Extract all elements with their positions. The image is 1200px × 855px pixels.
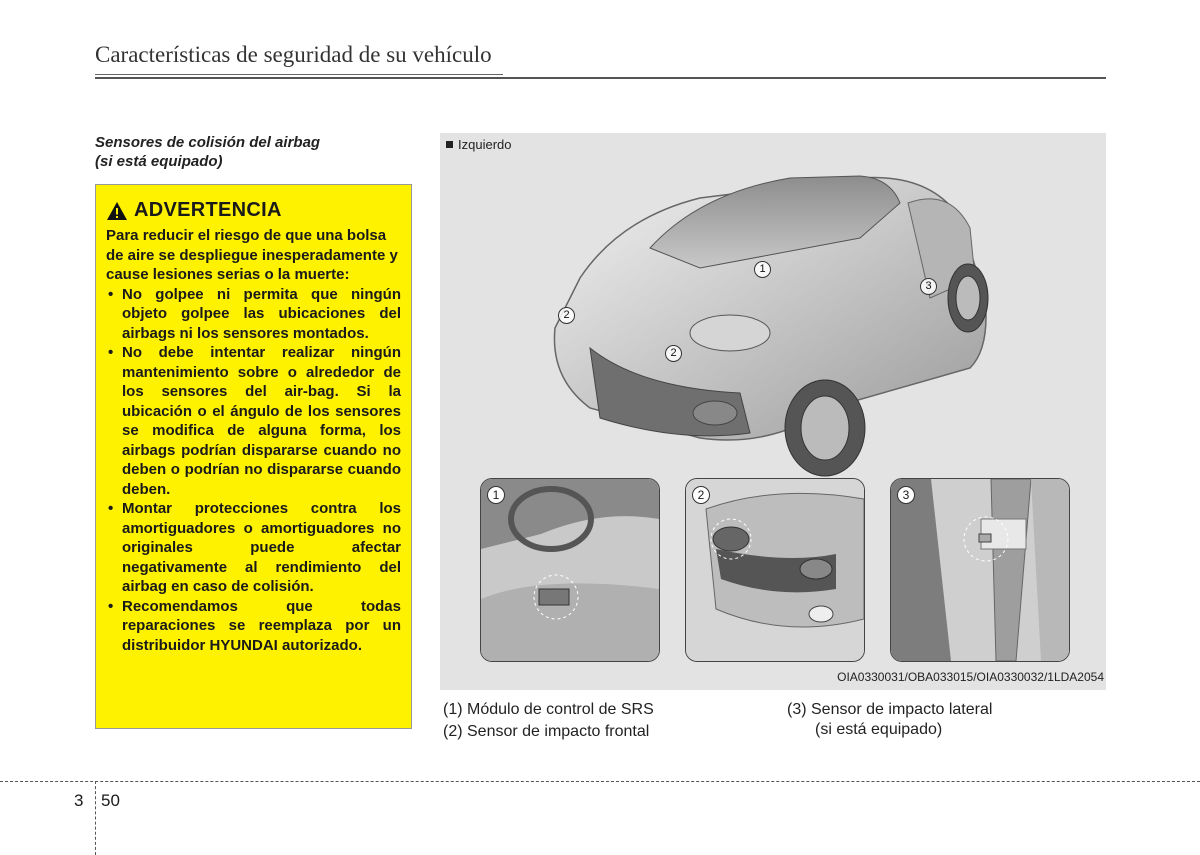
warning-heading-text: ADVERTENCIA <box>134 199 282 221</box>
warning-item: • Montar protecciones contra los amortiguadores o amortiguadores no originales puede afectar negativamente al rendimiento del airbag en caso de colisión. <box>106 499 401 597</box>
warning-triangle-icon <box>106 201 128 221</box>
section-title <box>95 133 425 171</box>
section-title-line1: Sensores de colisión del airbag <box>95 134 321 151</box>
figure-code: OIA0330031/OBA033015/OIA0330032/1LDA2054 <box>837 670 1104 684</box>
caption-3-line2: (si está equipado) <box>815 721 943 738</box>
inset-3-pillar <box>890 478 1070 662</box>
header-rule-thick <box>95 77 1106 79</box>
page-header-title: Características de seguridad de su vehículo <box>95 42 492 67</box>
warning-heading <box>106 199 401 222</box>
caption-1: (1) Módulo de control de SRS <box>443 701 654 718</box>
square-bullet-icon <box>446 141 453 148</box>
inset-3-number: 3 <box>897 486 915 504</box>
footer-vertical-rule <box>95 781 96 855</box>
sensor-figure <box>440 133 1106 690</box>
callout-3: 3 <box>920 278 937 295</box>
section-title-line2: (si está equipado) <box>95 153 223 170</box>
warning-item: • No debe intentar realizar ningún mantenimiento sobre o alrededor de los sensores del air-bag. Si la ubicación o el ángulo de los sensores se modifica de alguna forma, los airbags podrían dispararse cuando no deben o podrían no dispararse cuando deben. <box>106 343 401 499</box>
page-number: 50 <box>101 791 120 810</box>
car-illustration <box>530 158 1000 478</box>
caption-3-line1: (3) Sensor de impacto lateral <box>787 701 993 718</box>
inset-1-number: 1 <box>487 486 505 504</box>
warning-box <box>95 184 412 729</box>
callout-2-right: 2 <box>665 345 682 362</box>
inset-2-image <box>686 479 864 661</box>
chapter-number: 3 <box>74 791 84 810</box>
inset-2-front <box>685 478 865 662</box>
header-rule <box>95 74 1106 79</box>
figure-label-text: Izquierdo <box>458 137 512 152</box>
inset-1-image <box>481 479 659 661</box>
callout-2-left: 2 <box>558 307 575 324</box>
figure-label <box>446 137 511 152</box>
warning-intro: Para reducir el riesgo de que una bolsa de aire se despliegue inesperadamente y cause lesiones serias o la muerte: <box>106 227 398 283</box>
inset-3-image <box>891 479 1069 661</box>
caption-2: (2) Sensor de impacto frontal <box>443 723 650 740</box>
footer-rule <box>0 781 1200 782</box>
inset-1-console <box>480 478 660 662</box>
inset-2-number: 2 <box>692 486 710 504</box>
warning-item: • No golpee ni permita que ningún objeto golpee las ubicaciones del airbags ni los sensores montados. <box>106 285 401 344</box>
warning-list <box>106 285 401 656</box>
warning-item: • Recomendamos que todas reparaciones se reemplaza por un distribuidor HYUNDAI autorizado. <box>106 597 401 656</box>
header-rule-thin <box>95 74 503 75</box>
callout-1: 1 <box>754 261 771 278</box>
